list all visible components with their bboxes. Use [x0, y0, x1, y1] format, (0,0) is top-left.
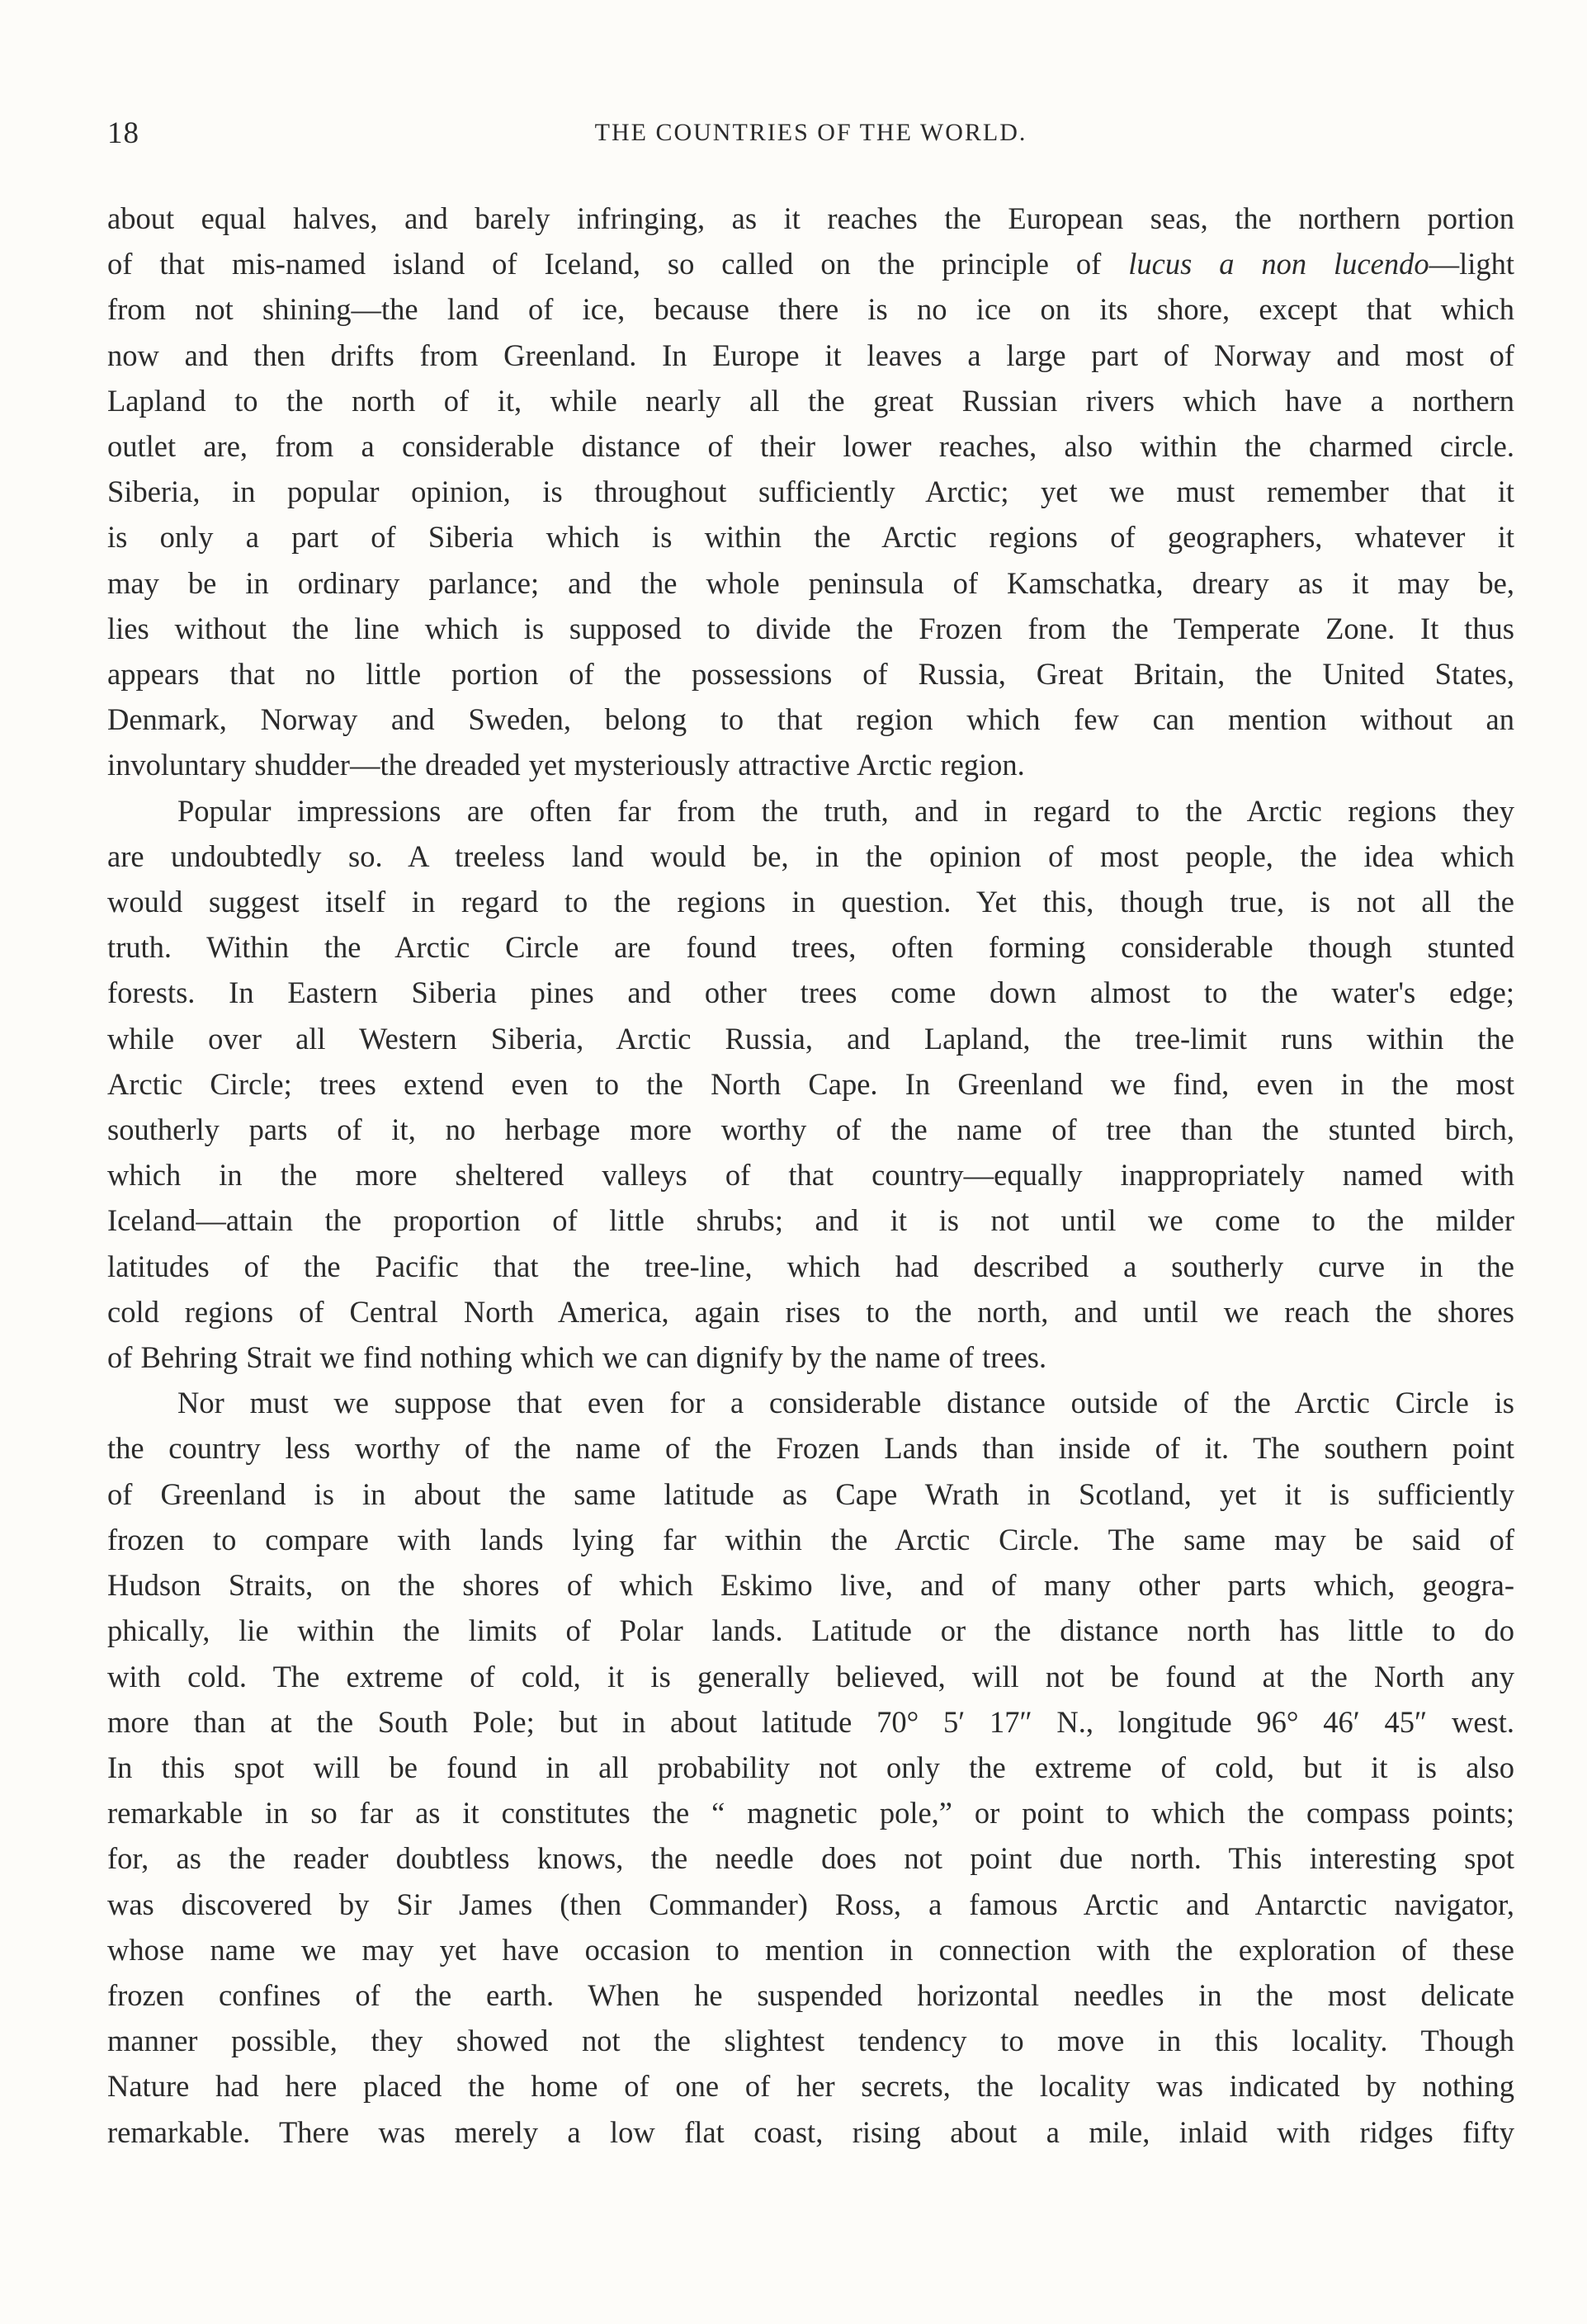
- text-line: whose name we may yet have occasion to mention in connection with the exploration of these: [107, 1932, 1514, 1967]
- text-line: the country less worthy of the name of the Frozen Lands than inside of it. The southern point: [107, 1431, 1514, 1466]
- text-line: for, as the reader doubtless knows, the needle does not point due north. This interesting spot: [107, 1841, 1514, 1876]
- running-title: THE COUNTRIES OF THE WORLD.: [594, 119, 1027, 146]
- text-line: from not shining—the land of ice, because there is no ice on its shore, except that which: [107, 292, 1514, 327]
- latin-phrase: lucus a non lucendo: [1128, 247, 1429, 281]
- text-line: Denmark, Norway and Sweden, belong to that region which few can mention without an: [107, 702, 1514, 737]
- text-line: truth. Within the Arctic Circle are found trees, often forming considerable though stunted: [107, 930, 1514, 965]
- text-line: may be in ordinary parlance; and the whole peninsula of Kamschatka, dreary as it may be,: [107, 565, 1514, 600]
- text-line: lies without the line which is supposed to divide the Frozen from the Temperate Zone. It thus: [107, 611, 1514, 645]
- paragraph-3: [107, 1380, 1514, 2154]
- text-line: involuntary shudder—the dreaded yet mysteriously attractive Arctic region.: [107, 748, 1025, 782]
- text-line: remarkable. There was merely a low flat coast, rising about a mile, inlaid with ridges fifty: [107, 2114, 1514, 2149]
- text-line: about equal halves, and barely infringing, as it reaches the European seas, the northern portion: [107, 201, 1514, 235]
- page-number: 18: [107, 116, 139, 150]
- text-line: are undoubtedly so. A treeless land would be, in the opinion of most people, the idea which: [107, 838, 1514, 873]
- text-line: Nor must we suppose that even for a considerable distance outside of the Arctic Circle is: [177, 1386, 1514, 1420]
- text-line: now and then drifts from Greenland. In Europe it leaves a large part of Norway and most of: [107, 338, 1514, 372]
- text-line: would suggest itself in regard to the regions in question. Yet this, though true, is not all the: [107, 885, 1514, 919]
- text-line: which in the more sheltered valleys of that country—equally inappropriately named with: [107, 1158, 1514, 1193]
- text-line: while over all Western Siberia, Arctic Russia, and Lapland, the tree-limit runs within the: [107, 1021, 1514, 1056]
- text-line: Iceland—attain the proportion of little shrubs; and it is not until we come to the milder: [107, 1203, 1514, 1238]
- text-line: forests. In Eastern Siberia pines and other trees come down almost to the water's edge;: [107, 975, 1514, 1010]
- text-line: outlet are, from a considerable distance of their lower reaches, also within the charmed circle.: [107, 429, 1514, 464]
- text-line: of that mis-named island of Iceland, so called on the principle of lucus a non lucendo—light: [107, 247, 1515, 281]
- text-line: latitudes of the Pacific that the tree-line, which had described a southerly curve in the: [107, 1249, 1514, 1283]
- text-line: with cold. The extreme of cold, it is generally believed, will not be found at the North any: [107, 1659, 1514, 1693]
- text-line: southerly parts of it, no herbage more worthy of the name of tree than the stunted birch,: [107, 1112, 1514, 1147]
- running-head: [107, 116, 1514, 157]
- text-line: is only a part of Siberia which is within the Arctic regions of geographers, whatever it: [107, 520, 1514, 555]
- text-line: more than at the South Pole; but in about latitude 70° 5′ 17″ N., longitude 96° 46′ 45″ west.: [107, 1704, 1514, 1739]
- text-line: of Behring Strait we find nothing which we can dignify by the name of trees.: [107, 1340, 1047, 1375]
- paragraph-1: [107, 196, 1514, 788]
- body-text: [107, 196, 1514, 2155]
- text-line: manner possible, they showed not the slightest tendency to move in this locality. Though: [107, 2024, 1514, 2058]
- text-line: Siberia, in popular opinion, is throughout sufficiently Arctic; yet we must remember that it: [107, 475, 1514, 509]
- text-line: Nature had here placed the home of one of her secrets, the locality was indicated by nothing: [107, 2069, 1514, 2104]
- text-line: remarkable in so far as it constitutes the “ magnetic pole,” or point to which the compass points;: [107, 1796, 1514, 1830]
- text-line: appears that no little portion of the possessions of Russia, Great Britain, the United States,: [107, 657, 1514, 692]
- text-line: frozen confines of the earth. When he suspended horizontal needles in the most delicate: [107, 1977, 1514, 2012]
- text-line: Hudson Straits, on the shores of which Eskimo live, and of many other parts which, geogra-: [107, 1568, 1514, 1603]
- text-line: frozen to compare with lands lying far within the Arctic Circle. The same may be said of: [107, 1522, 1514, 1556]
- text-line: of Greenland is in about the same latitude as Cape Wrath in Scotland, yet it is sufficiently: [107, 1476, 1514, 1511]
- text-line: Lapland to the north of it, while nearly all the great Russian rivers which have a northern: [107, 383, 1514, 418]
- text-line: cold regions of Central North America, again rises to the north, and until we reach the shores: [107, 1294, 1514, 1329]
- text-line: Popular impressions are often far from the truth, and in regard to the Arctic regions they: [177, 793, 1514, 828]
- text-line: Arctic Circle; trees extend even to the North Cape. In Greenland we find, even in the most: [107, 1066, 1514, 1101]
- text-line: phically, lie within the limits of Polar lands. Latitude or the distance north has little to do: [107, 1613, 1514, 1648]
- text-line: In this spot will be found in all probability not only the extreme of cold, but it is also: [107, 1750, 1514, 1784]
- paragraph-2: [107, 788, 1514, 1381]
- text-line: was discovered by Sir James (then Commander) Ross, a famous Arctic and Antarctic navigator,: [107, 1887, 1514, 1921]
